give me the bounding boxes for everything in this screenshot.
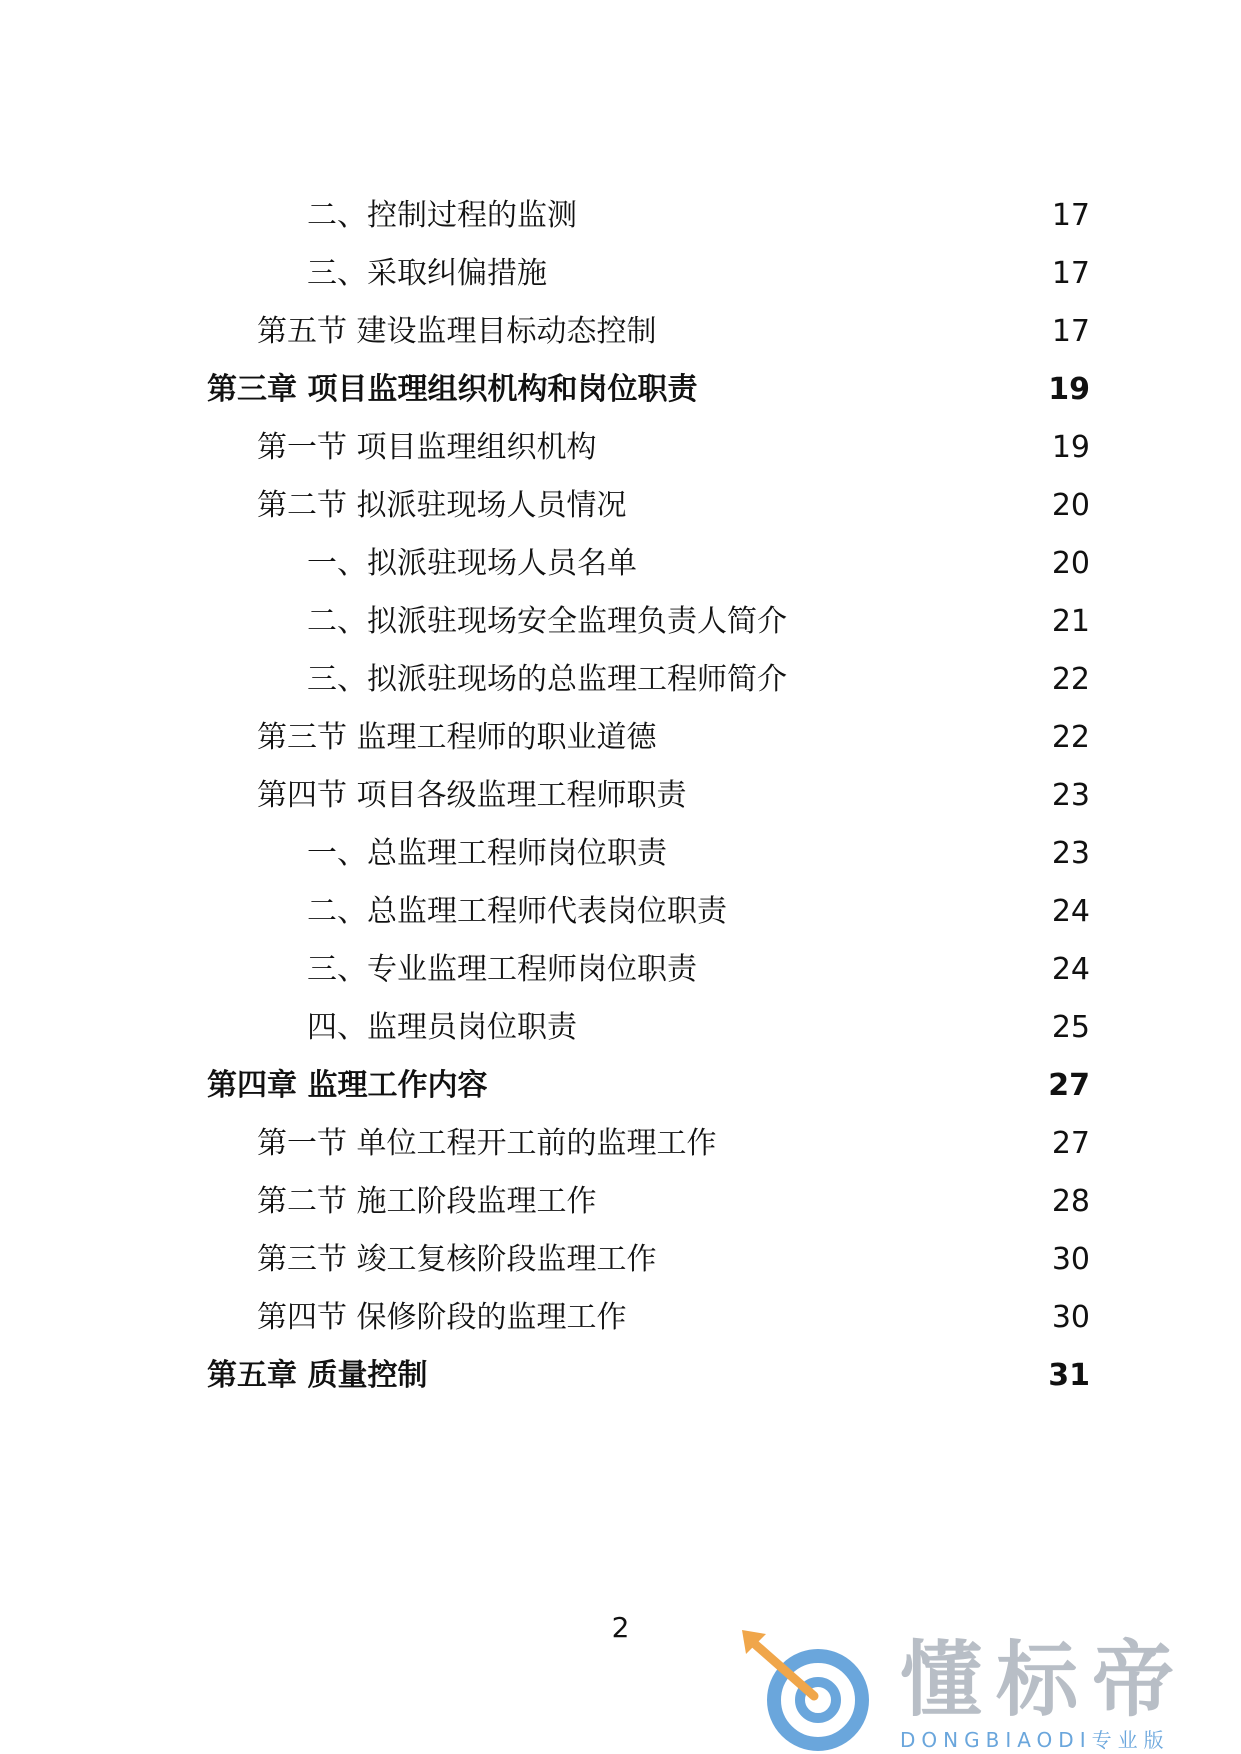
- toc-entry-page: 23: [1051, 836, 1090, 871]
- watermark: [740, 1630, 1220, 1750]
- toc-entry-label: 二、拟派驻现场安全监理负责人简介: [307, 604, 787, 639]
- target-arrow-icon: [740, 1630, 880, 1754]
- toc-entry[interactable]: [0, 183, 1241, 248]
- toc-entry-label: 第一节 项目监理组织机构: [257, 430, 597, 465]
- toc-entry[interactable]: [0, 879, 1241, 944]
- toc-entry-page: 23: [1051, 778, 1090, 813]
- toc-entry-label: 三、专业监理工程师岗位职责: [307, 952, 697, 987]
- toc-entry[interactable]: [0, 531, 1241, 596]
- toc-entry-page: 24: [1051, 952, 1090, 987]
- toc-entry[interactable]: [0, 241, 1241, 306]
- toc-entry-page: 27: [1048, 1068, 1090, 1103]
- toc-entry-page: 30: [1051, 1242, 1090, 1277]
- toc-entry[interactable]: [0, 415, 1241, 480]
- toc-entry-label: 三、采取纠偏措施: [307, 256, 547, 291]
- toc-entry[interactable]: [0, 821, 1241, 886]
- watermark-brand: 懂标帝: [900, 1633, 1189, 1728]
- toc-entry[interactable]: [0, 937, 1241, 1002]
- toc-entry-label: 三、拟派驻现场的总监理工程师简介: [307, 662, 787, 697]
- toc-entry-label: 第二节 施工阶段监理工作: [257, 1184, 597, 1219]
- toc-entry[interactable]: [0, 1169, 1241, 1234]
- toc-entry-label: 第三节 监理工程师的职业道德: [257, 720, 657, 755]
- toc-entry-page: 21: [1051, 604, 1090, 639]
- toc-entry-page: 20: [1051, 546, 1090, 581]
- toc-entry-page: 24: [1051, 894, 1090, 929]
- toc-entry-page: 28: [1051, 1184, 1090, 1219]
- toc-entry-label: 第五章 质量控制: [207, 1358, 428, 1393]
- toc-entry-label: 第三章 项目监理组织机构和岗位职责: [207, 372, 698, 407]
- toc-entry-label: 第二节 拟派驻现场人员情况: [257, 488, 627, 523]
- toc-entry-page: 22: [1051, 662, 1090, 697]
- toc-entry[interactable]: [0, 589, 1241, 654]
- toc-entry-page: 20: [1051, 488, 1090, 523]
- page-number: 2: [611, 1611, 630, 1644]
- toc-entry-label: 二、总监理工程师代表岗位职责: [307, 894, 727, 929]
- toc-entry-page: 22: [1051, 720, 1090, 755]
- toc-entry[interactable]: [0, 299, 1241, 364]
- toc-entry-label: 第三节 竣工复核阶段监理工作: [257, 1242, 657, 1277]
- toc-entry-label: 四、监理员岗位职责: [307, 1010, 577, 1045]
- toc-entry-page: 17: [1051, 314, 1090, 349]
- toc-entry[interactable]: [0, 473, 1241, 538]
- toc-entry-label: 第四章 监理工作内容: [207, 1068, 488, 1103]
- toc-entry[interactable]: [0, 357, 1241, 422]
- toc-entry-label: 第五节 建设监理目标动态控制: [257, 314, 657, 349]
- toc-entry-label: 二、控制过程的监测: [307, 198, 577, 233]
- toc-entry-label: 一、拟派驻现场人员名单: [307, 546, 637, 581]
- toc-entry-label: 第四节 保修阶段的监理工作: [257, 1300, 627, 1335]
- toc-entry-page: 30: [1051, 1300, 1090, 1335]
- toc-entry[interactable]: [0, 1343, 1241, 1408]
- toc-entry-label: 第一节 单位工程开工前的监理工作: [257, 1126, 717, 1161]
- toc-entry-page: 25: [1051, 1010, 1090, 1045]
- toc-entry-page: 17: [1051, 256, 1090, 291]
- toc-entry-label: 第四节 项目各级监理工程师职责: [257, 778, 687, 813]
- toc-entry[interactable]: [0, 1111, 1241, 1176]
- toc-entry[interactable]: [0, 1285, 1241, 1350]
- toc-entry-page: 17: [1051, 198, 1090, 233]
- toc-entry-page: 27: [1051, 1126, 1090, 1161]
- toc-entry[interactable]: [0, 705, 1241, 770]
- toc-entry[interactable]: [0, 763, 1241, 828]
- toc-entry[interactable]: [0, 1053, 1241, 1118]
- watermark-subtitle: DONGBIAODI专业版: [900, 1728, 1170, 1752]
- toc-entry-page: 19: [1048, 372, 1090, 407]
- toc-entry[interactable]: [0, 995, 1241, 1060]
- toc-entry-label: 一、总监理工程师岗位职责: [307, 836, 667, 871]
- toc-entry[interactable]: [0, 647, 1241, 712]
- toc-entry-page: 31: [1048, 1358, 1090, 1393]
- toc-entry[interactable]: [0, 1227, 1241, 1292]
- toc-entry-page: 19: [1051, 430, 1090, 465]
